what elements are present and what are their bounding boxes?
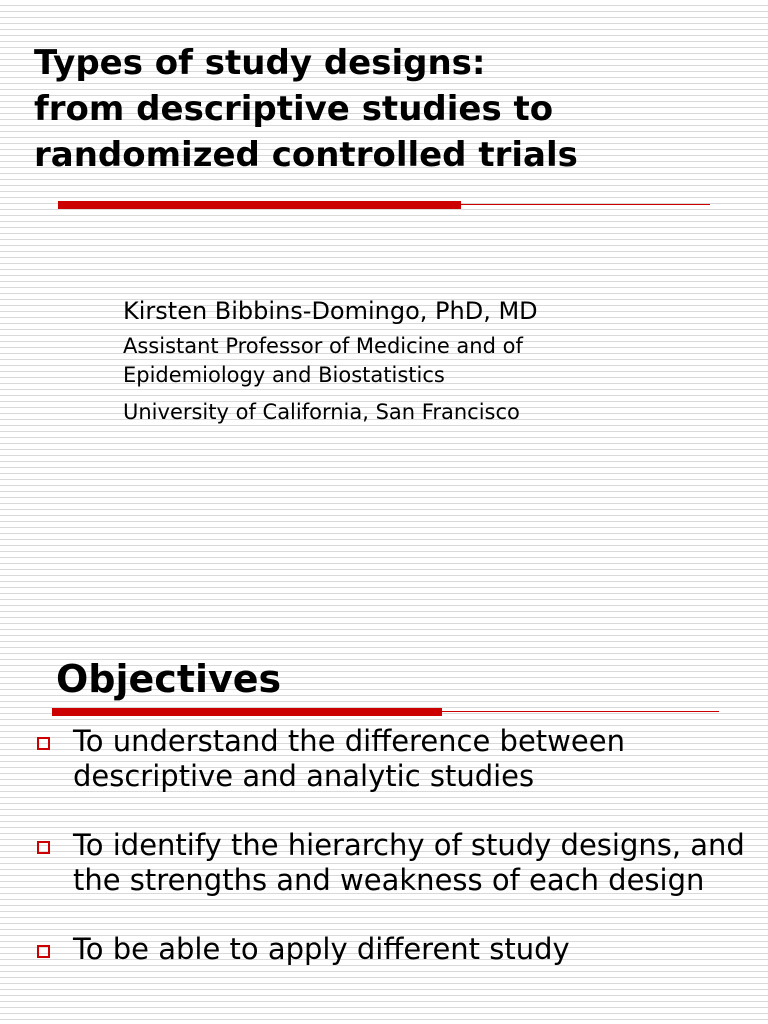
title-line: randomized controlled trials [34, 135, 578, 175]
objectives-heading: Objectives [56, 657, 282, 701]
slide-objectives [0, 620, 768, 1024]
slide-title-heading [34, 40, 734, 178]
title-divider-thick [58, 201, 461, 209]
author-position-line: Epidemiology and Biostatistics [123, 363, 445, 387]
hollow-square-bullet-icon [37, 945, 50, 958]
bullet-text: To identify the hierarchy of study designs, and the strengths and weakness of each design [73, 828, 745, 897]
author-position-line: Assistant Professor of Medicine and of [123, 334, 523, 358]
list-item [36, 724, 756, 794]
hollow-square-bullet-icon [37, 841, 50, 854]
author-name: Kirsten Bibbins-Domingo, PhD, MD [123, 297, 538, 325]
list-item [36, 932, 756, 967]
hollow-square-bullet-icon [37, 737, 50, 750]
objectives-divider-thin [442, 711, 719, 712]
bullet-text: To be able to apply different study [73, 932, 570, 966]
author-institution: University of California, San Francisco [123, 400, 520, 424]
title-divider-thin [461, 204, 710, 205]
objectives-list [36, 724, 756, 1001]
bullet-text: To understand the difference between descriptive and analytic studies [73, 724, 625, 793]
objectives-divider-thick [52, 708, 442, 716]
author-block [123, 294, 743, 427]
list-item [36, 828, 756, 898]
title-line: Types of study designs: [34, 43, 486, 83]
title-line: from descriptive studies to [34, 89, 554, 129]
